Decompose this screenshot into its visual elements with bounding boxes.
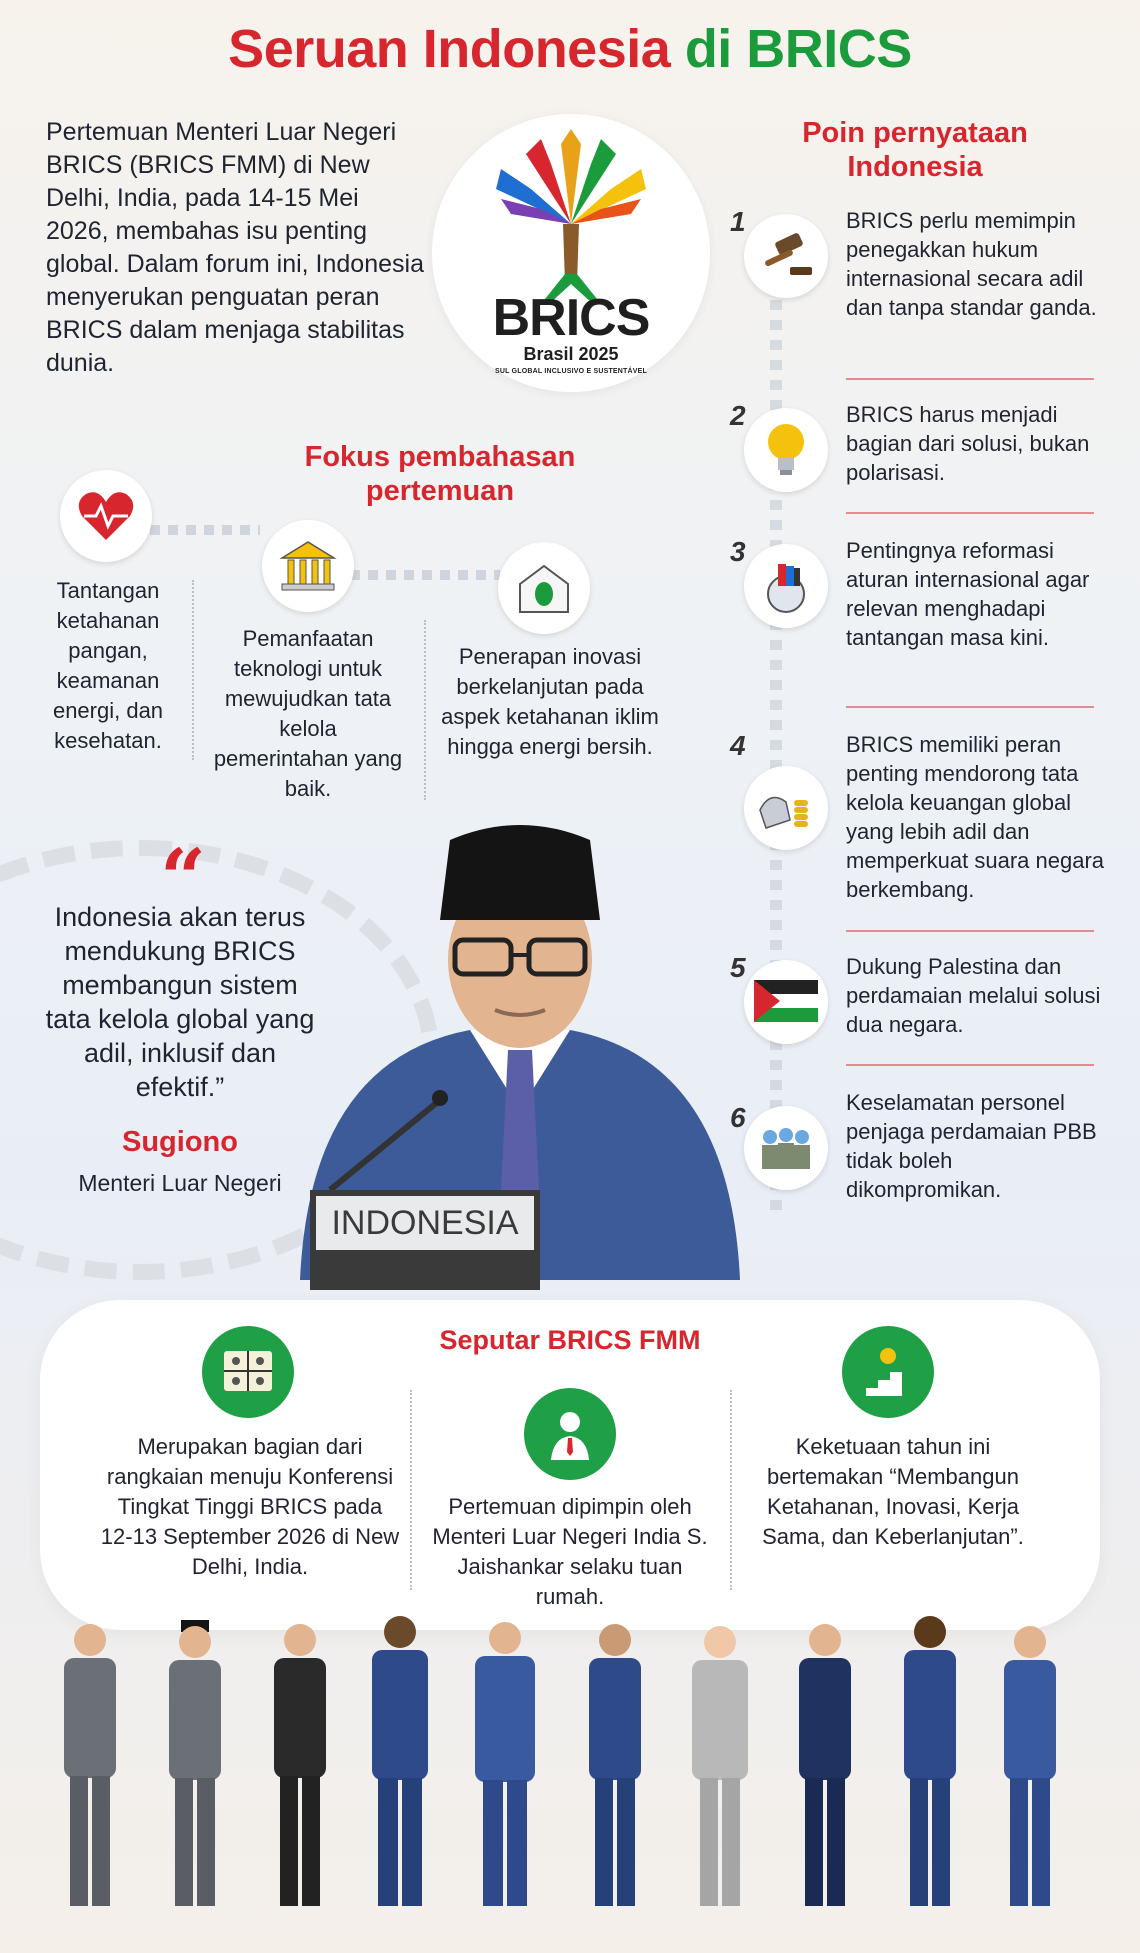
green-house-icon (498, 542, 590, 634)
point-text: Dukung Palestina dan perdamaian melalui solusi dua negara. (846, 954, 1101, 1037)
quote-role: Menteri Luar Negeri (78, 1170, 282, 1196)
government-building-icon (262, 520, 354, 612)
intro-paragraph: Pertemuan Menteri Luar Negeri BRICS (BRICS FMM) di New Delhi, India, pada 14-15 Mei 2026, membahas isu penting global. Dalam forum ini, Indonesia menyerukan penguatan peran BRICS dalam menjaga stabilitas dunia. (46, 118, 424, 377)
nameplate-text: INDONESIA (331, 1204, 519, 1242)
point-number: 1 (730, 206, 746, 237)
point-separator (846, 378, 1094, 380)
point-separator (846, 1064, 1094, 1066)
point-separator (846, 512, 1094, 514)
quote-name: Sugiono (122, 1126, 238, 1158)
focus-connector (350, 570, 500, 580)
minister-illustration (270, 810, 770, 1290)
focus-divider (424, 620, 426, 800)
globe-books-icon (744, 544, 828, 628)
seputar-item-1-text: Merupakan bagian dari rangkaian menuju Konferensi Tingkat Tinggi BRICS pada 12-13 September 2026 di New Delhi, India. (100, 1434, 400, 1579)
focus-item-1-text: Tantangan ketahanan pangan, keamanan energi, dan kesehatan. (52, 578, 164, 753)
focus-item-2-text: Pemanfaatan teknologi untuk mewujudkan tata kelola pemerintahan yang baik. (213, 626, 403, 801)
title-part-2: di BRICS (684, 19, 912, 79)
point-text: BRICS perlu memimpin penegakkan hukum internasional secara adil dan tanpa standar ganda. (846, 208, 1097, 320)
heart-health-icon (60, 470, 152, 562)
point-number: 5 (730, 952, 746, 983)
logo-tagline: SUL GLOBAL INCLUSIVO E SUSTENTÁVEL (495, 368, 647, 375)
focus-divider (192, 580, 194, 760)
point-item-3 (730, 536, 1110, 696)
point-separator (846, 930, 1094, 932)
focus-item-3-text: Penerapan inovasi berkelanjutan pada aspek ketahanan iklim hingga energi bersih. (441, 644, 659, 759)
seputar-item-2-text: Pertemuan dipimpin oleh Menteri Luar Negeri India S. Jaishankar selaku tuan rumah. (432, 1494, 708, 1609)
video-conference-icon (202, 1326, 294, 1418)
point-text: Pentingnya reformasi aturan internasional agar relevan menghadapi tantangan masa kini. (846, 538, 1090, 650)
minister-figures (64, 1616, 1056, 1906)
quote-text: Indonesia akan terus mendukung BRICS membangun sistem tata kelola global yang adil, inklusif dan efektif.” (45, 902, 315, 1102)
point-number: 4 (730, 730, 746, 761)
stairs-idea-icon (842, 1326, 934, 1418)
point-item-2 (730, 400, 1110, 510)
point-text: Keselamatan personel penjaga perdamaian PBB tidak boleh dikompromikan. (846, 1090, 1097, 1202)
point-number: 3 (730, 536, 746, 567)
logo-name: BRICS (492, 289, 650, 347)
page-title (0, 18, 1140, 80)
title-part-1: Seruan Indonesia (228, 19, 671, 79)
points-title: Poin pernyataan Indonesia (802, 117, 1028, 183)
lightbulb-icon (744, 408, 828, 492)
point-number: 2 (730, 400, 746, 431)
point-item-6 (730, 1088, 1110, 1228)
seputar-item-3-text: Keketuaan tahun ini bertemakan “Membangun Ketahanan, Inovasi, Kerja Sama, dan Keberlanjutan”. (762, 1434, 1024, 1549)
quote-mark: “ (160, 831, 207, 925)
point-text: BRICS harus menjadi bagian dari solusi, bukan polarisasi. (846, 402, 1090, 485)
seputar-title: Seputar BRICS FMM (439, 1325, 701, 1355)
focus-connector (150, 525, 260, 535)
gavel-icon (744, 214, 828, 298)
host-person-icon (524, 1388, 616, 1480)
logo-sub: Brasil 2025 (523, 344, 619, 364)
point-number: 6 (730, 1102, 746, 1133)
brics-logo-text (432, 288, 710, 375)
point-text: BRICS memiliki peran penting mendorong tata kelola keuangan global yang lebih adil dan memperkuat suara negara berkembang. (846, 732, 1105, 902)
focus-title: Fokus pembahasan pertemuan (304, 441, 576, 507)
seputar-divider (410, 1390, 412, 1590)
brics-ministers-illustration (30, 1610, 1110, 1930)
point-item-5 (730, 952, 1110, 1062)
point-item-4 (730, 730, 1110, 920)
point-item-1 (730, 206, 1110, 366)
point-separator (846, 706, 1094, 708)
seputar-divider (730, 1390, 732, 1590)
